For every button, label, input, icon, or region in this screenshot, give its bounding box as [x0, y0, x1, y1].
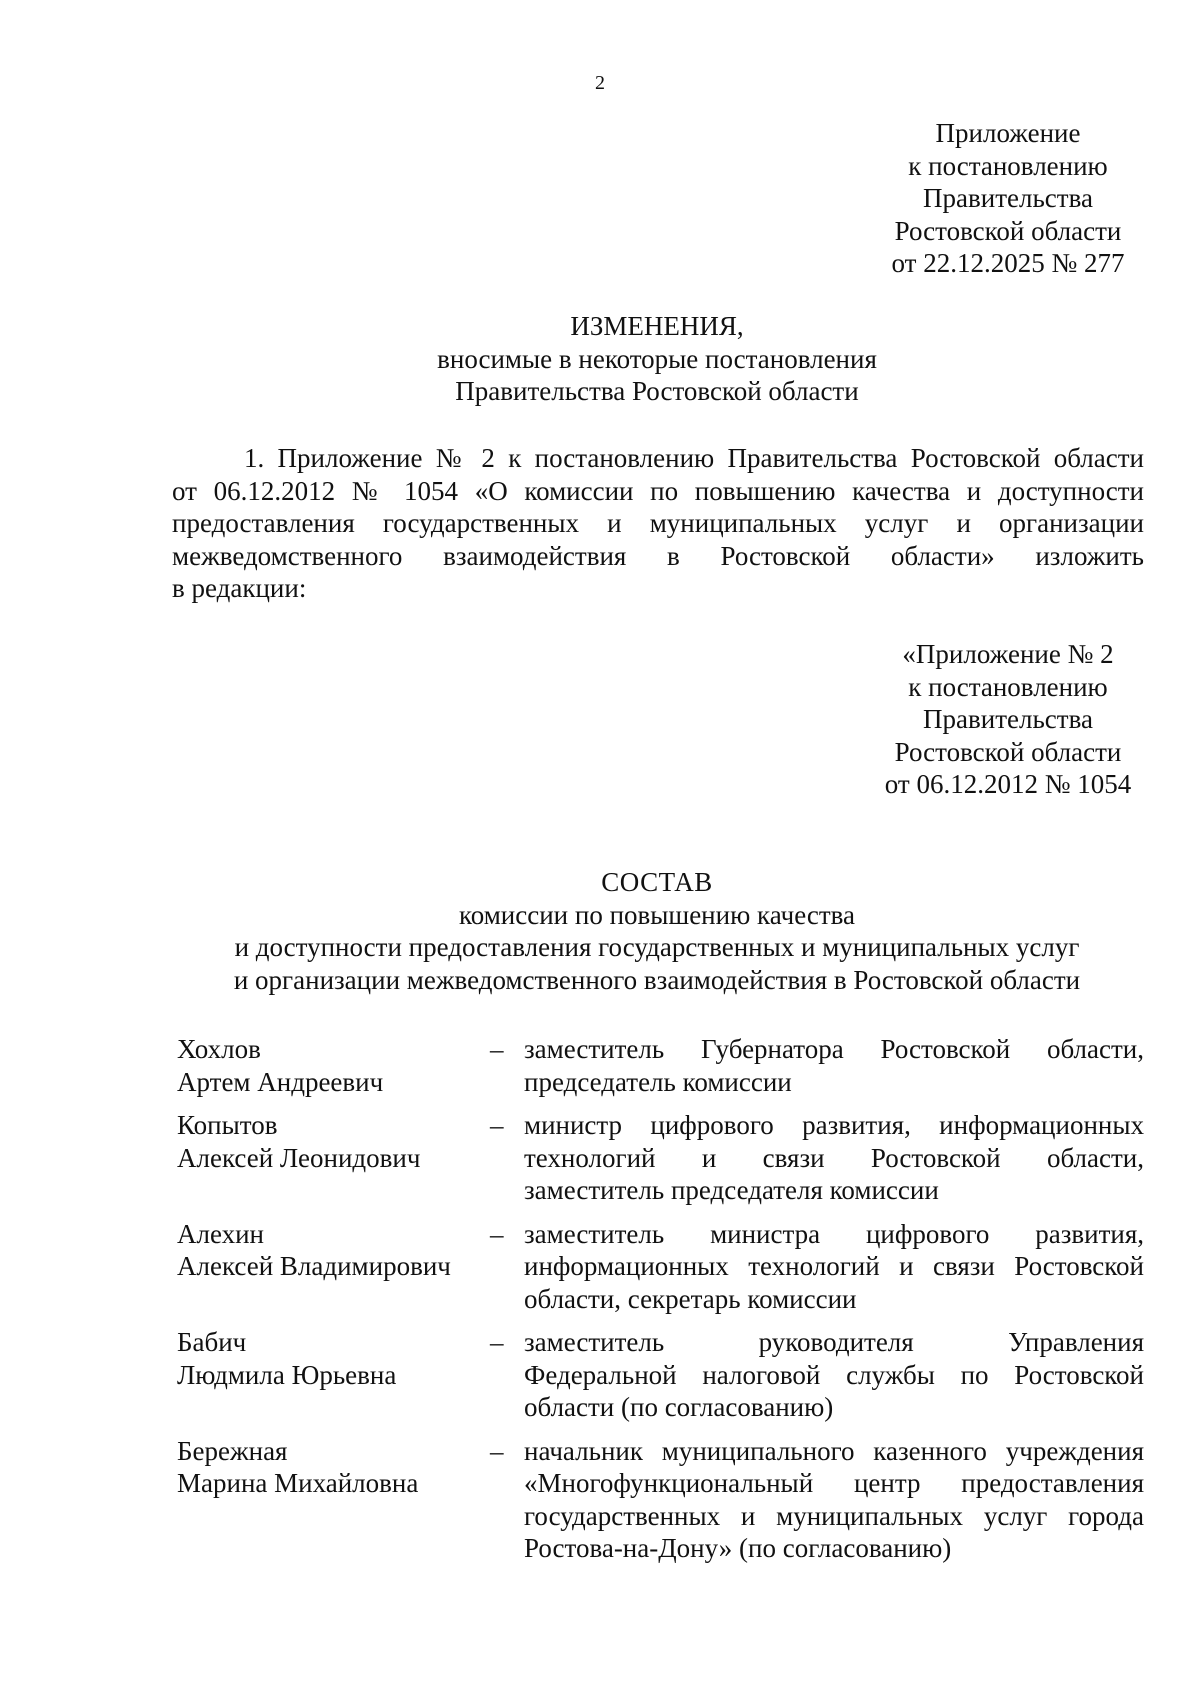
- changes-heading: [0, 310, 1200, 408]
- composition-subtitle: и доступности предоставления государственных и муниципальных услуг: [234, 932, 1080, 962]
- role-line: области (по согласованию): [524, 1392, 834, 1422]
- appendix-line: Правительства: [923, 183, 1093, 213]
- member-role: [524, 1435, 1144, 1565]
- role-line: заместитель руководителя Управления: [524, 1327, 1144, 1357]
- paragraph-line: в редакции:: [172, 573, 307, 603]
- appendix-line: к постановлению: [908, 671, 1108, 702]
- member-entry: [177, 1218, 1144, 1316]
- paragraph-line: межведомственного взаимодействия в Ростовской области» изложить: [172, 540, 1144, 571]
- member-given-name: Алексей Леонидович: [177, 1142, 421, 1173]
- member-name: [177, 1435, 477, 1500]
- member-surname: Копытов: [177, 1110, 278, 1140]
- member-given-name: Людмила Юрьевна: [177, 1359, 397, 1390]
- members-list: [177, 1033, 1144, 1576]
- composition-title: СОСТАВ: [601, 867, 713, 897]
- role-line: информационных технологий и связи Ростовской: [524, 1251, 1144, 1281]
- dash: –: [490, 1218, 504, 1249]
- member-surname: Алехин: [177, 1218, 264, 1249]
- page-number: 2: [595, 72, 605, 94]
- role-line: области, секретарь комиссии: [524, 1283, 857, 1314]
- appendix-line: Ростовской области: [894, 215, 1122, 246]
- member-given-name: Алексей Владимирович: [177, 1251, 451, 1281]
- paragraph-line: 1. Приложение № 2 к постановлению Правительства Ростовской области: [244, 443, 1144, 473]
- member-surname: Бережная: [177, 1435, 288, 1466]
- dash: –: [490, 1034, 504, 1064]
- role-line: заместитель министра цифрового развития,: [524, 1218, 1144, 1249]
- role-line: «Многофункциональный центр предоставления: [524, 1468, 1144, 1498]
- appendix-block: [848, 117, 1168, 280]
- member-role: [524, 1109, 1144, 1207]
- role-line: заместитель председателя комиссии: [524, 1175, 939, 1205]
- role-line: начальник муниципального казенного учреждения: [524, 1435, 1144, 1466]
- role-line: Федеральной налоговой службы по Ростовской: [524, 1359, 1144, 1390]
- changes-subtitle: Правительства Ростовской области: [455, 376, 859, 406]
- member-name: [177, 1218, 477, 1283]
- member-given-name: Артем Андреевич: [177, 1066, 384, 1097]
- member-name: [177, 1326, 477, 1391]
- member-role: [524, 1218, 1144, 1316]
- member-name: [177, 1109, 477, 1174]
- role-line: государственных и муниципальных услуг города: [524, 1500, 1144, 1531]
- member-name: [177, 1033, 477, 1098]
- member-entry: [177, 1109, 1144, 1207]
- changes-title: ИЗМЕНЕНИЯ,: [570, 311, 744, 341]
- composition-heading: [0, 866, 1200, 996]
- member-entry: [177, 1435, 1144, 1565]
- member-role: [524, 1326, 1144, 1424]
- member-surname: Бабич: [177, 1327, 247, 1357]
- member-entry: [177, 1326, 1144, 1424]
- member-given-name: Марина Михайловна: [177, 1468, 419, 1498]
- member-entry: [177, 1033, 1144, 1098]
- appendix-line: Правительства: [923, 704, 1093, 734]
- paragraph-line: предоставления государственных и муниципальных услуг и организации: [172, 508, 1144, 538]
- member-surname: Хохлов: [177, 1034, 261, 1064]
- composition-subtitle: и организации межведомственного взаимодействия в Ростовской области: [233, 964, 1081, 995]
- role-line: Ростова-на-Дону» (по согласованию): [524, 1533, 952, 1563]
- dash: –: [490, 1110, 504, 1140]
- role-line: председатель комиссии: [524, 1066, 792, 1097]
- appendix-line: «Приложение № 2: [902, 639, 1114, 669]
- role-line: заместитель Губернатора Ростовской области,: [524, 1034, 1144, 1064]
- composition-subtitle: комиссии по повышению качества: [458, 899, 856, 930]
- appendix-line: от 06.12.2012 № 1054: [884, 769, 1132, 799]
- changes-subtitle: вносимые в некоторые постановления: [437, 343, 877, 374]
- role-line: министр цифрового развития, информационных: [524, 1110, 1144, 1140]
- dash: –: [490, 1435, 504, 1466]
- paragraph-line: от 06.12.2012 № 1054 «О комиссии по повышению качества и доступности: [172, 475, 1144, 506]
- role-line: технологий и связи Ростовской области,: [524, 1142, 1144, 1173]
- paragraph-1: [172, 442, 1144, 605]
- appendix-line: Приложение: [935, 118, 1081, 148]
- dash: –: [490, 1327, 504, 1357]
- appendix-line: от 22.12.2025 № 277: [891, 248, 1125, 278]
- appendix-2-block: [838, 638, 1178, 801]
- member-role: [524, 1033, 1144, 1098]
- appendix-line: к постановлению: [908, 150, 1108, 181]
- appendix-line: Ростовской области: [894, 736, 1122, 767]
